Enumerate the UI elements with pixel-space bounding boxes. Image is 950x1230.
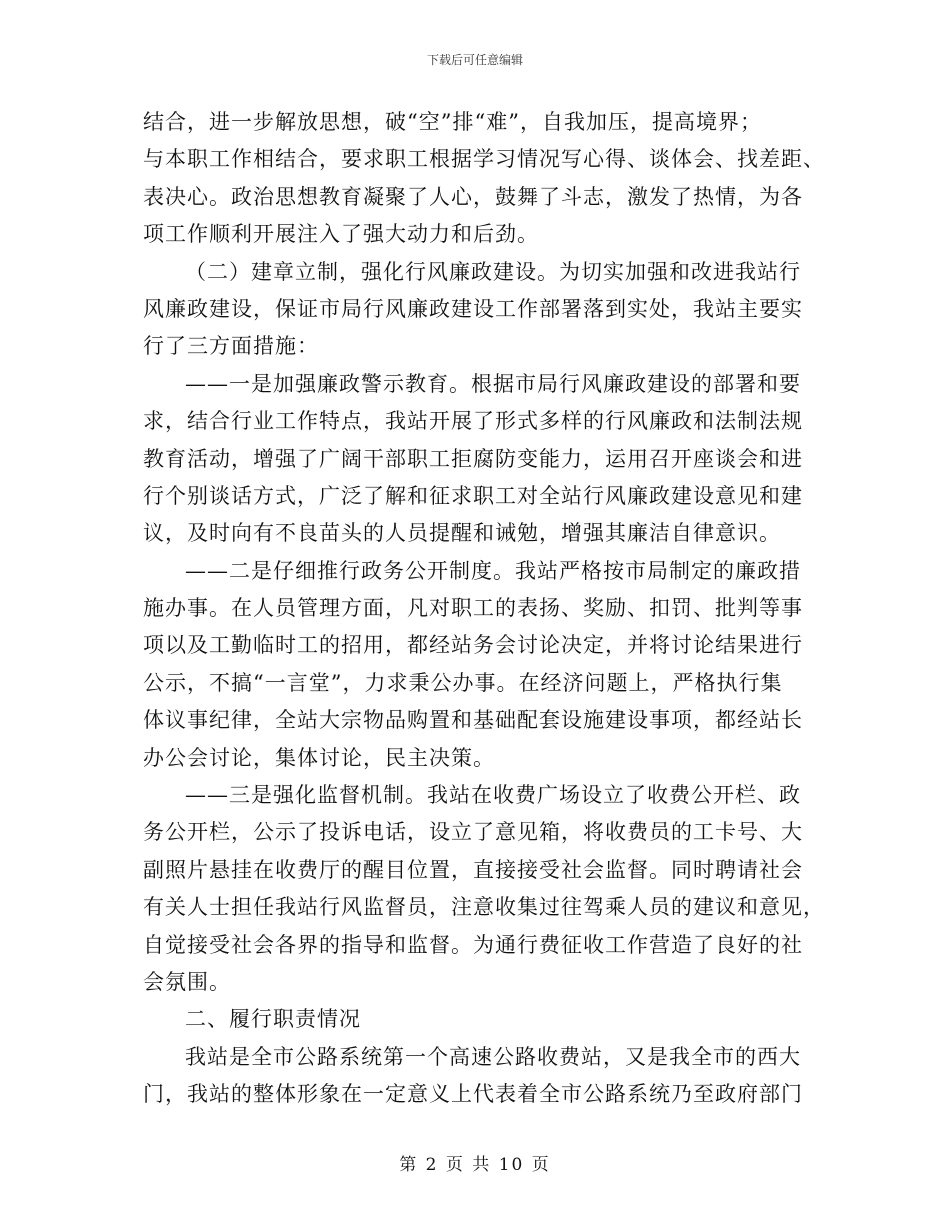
text-line: 施办事。在人员管理方面，凡对职工的表扬、奖励、扣罚、批判等事 [143,596,803,621]
text-line: 结合，进一步解放思想，破“空”排“难”，自我加压，提高境界； [143,110,762,134]
text-line: 我站是全市公路系统第一个高速公路收费站，又是我全市的西大 [185,1044,801,1069]
text-line: 务公开栏，公示了投诉电话，设立了意见箱，将收费员的工卡号、大 [143,820,803,845]
text-line: 项工作顺利开展注入了强大动力和后劲。 [143,222,539,247]
text-line: 项以及工勤临时工的招用，都经站务会讨论决定，并将讨论结果进行 [143,633,803,658]
text-line: ——一是加强廉政警示教育。根据市局行风廉政建设的部署和要 [185,371,801,396]
text-line: 办公会讨论，集体讨论，民主决策。 [143,745,495,770]
text-line: 求，结合行业工作特点，我站开展了形式多样的行风廉政和法制法规 [143,409,803,434]
text-line: （二）建章立制，强化行风廉政建设。为切实加强和改进我站行 [185,259,801,284]
text-line: ——二是仔细推行政务公开制度。我站严格按市局制定的廉政措 [185,558,801,583]
page-header: 下载后可任意编辑 [426,53,523,67]
text-line: 教育活动，增强了广阔干部职工拒腐防变能力，运用召开座谈会和进 [143,446,803,471]
text-line: 议，及时向有不良苗头的人员提醒和诫勉，增强其廉洁自律意识。 [143,521,781,546]
text-line: 会氛围。 [143,969,231,994]
text-line: 副照片悬挂在收费厅的醒目位置，直接接受社会监督。同时聘请社会 [143,857,803,882]
page-footer: 第 2 页 共 10 页 [399,1155,551,1175]
text-line: 行了三方面措施： [143,334,319,359]
document-body [143,104,825,1114]
text-line: 公示，不搞“一言堂”，力求秉公办事。在经济问题上，严格执行集 [143,670,783,695]
text-line: 二、履行职责情况 [185,1007,361,1032]
text-line: 行个别谈话方式，广泛了解和征求职工对全站行风廉政建设意见和建 [143,483,803,508]
text-line: 有关人士担任我站行风监督员，注意收集过往驾乘人员的建议和意见， [143,895,825,920]
text-line: 风廉政建设，保证市局行风廉政建设工作部署落到实处，我站主要实 [143,296,803,321]
text-line: ——三是强化监督机制。我站在收费广场设立了收费公开栏、政 [185,783,801,808]
text-line: 表决心。政治思想教育凝聚了人心，鼓舞了斗志，激发了热情，为各 [143,184,803,209]
text-line: 体议事纪律，全站大宗物品购置和基础配套设施建设事项，都经站长 [143,708,803,733]
text-line: 与本职工作相结合，要求职工根据学习情况写心得、谈体会、找差距、 [143,147,825,172]
text-line: 门，我站的整体形象在一定意义上代表着全市公路系统乃至政府部门 [143,1082,803,1107]
text-line: 自觉接受社会各界的指导和监督。为通行费征收工作营造了良好的社 [143,932,803,957]
